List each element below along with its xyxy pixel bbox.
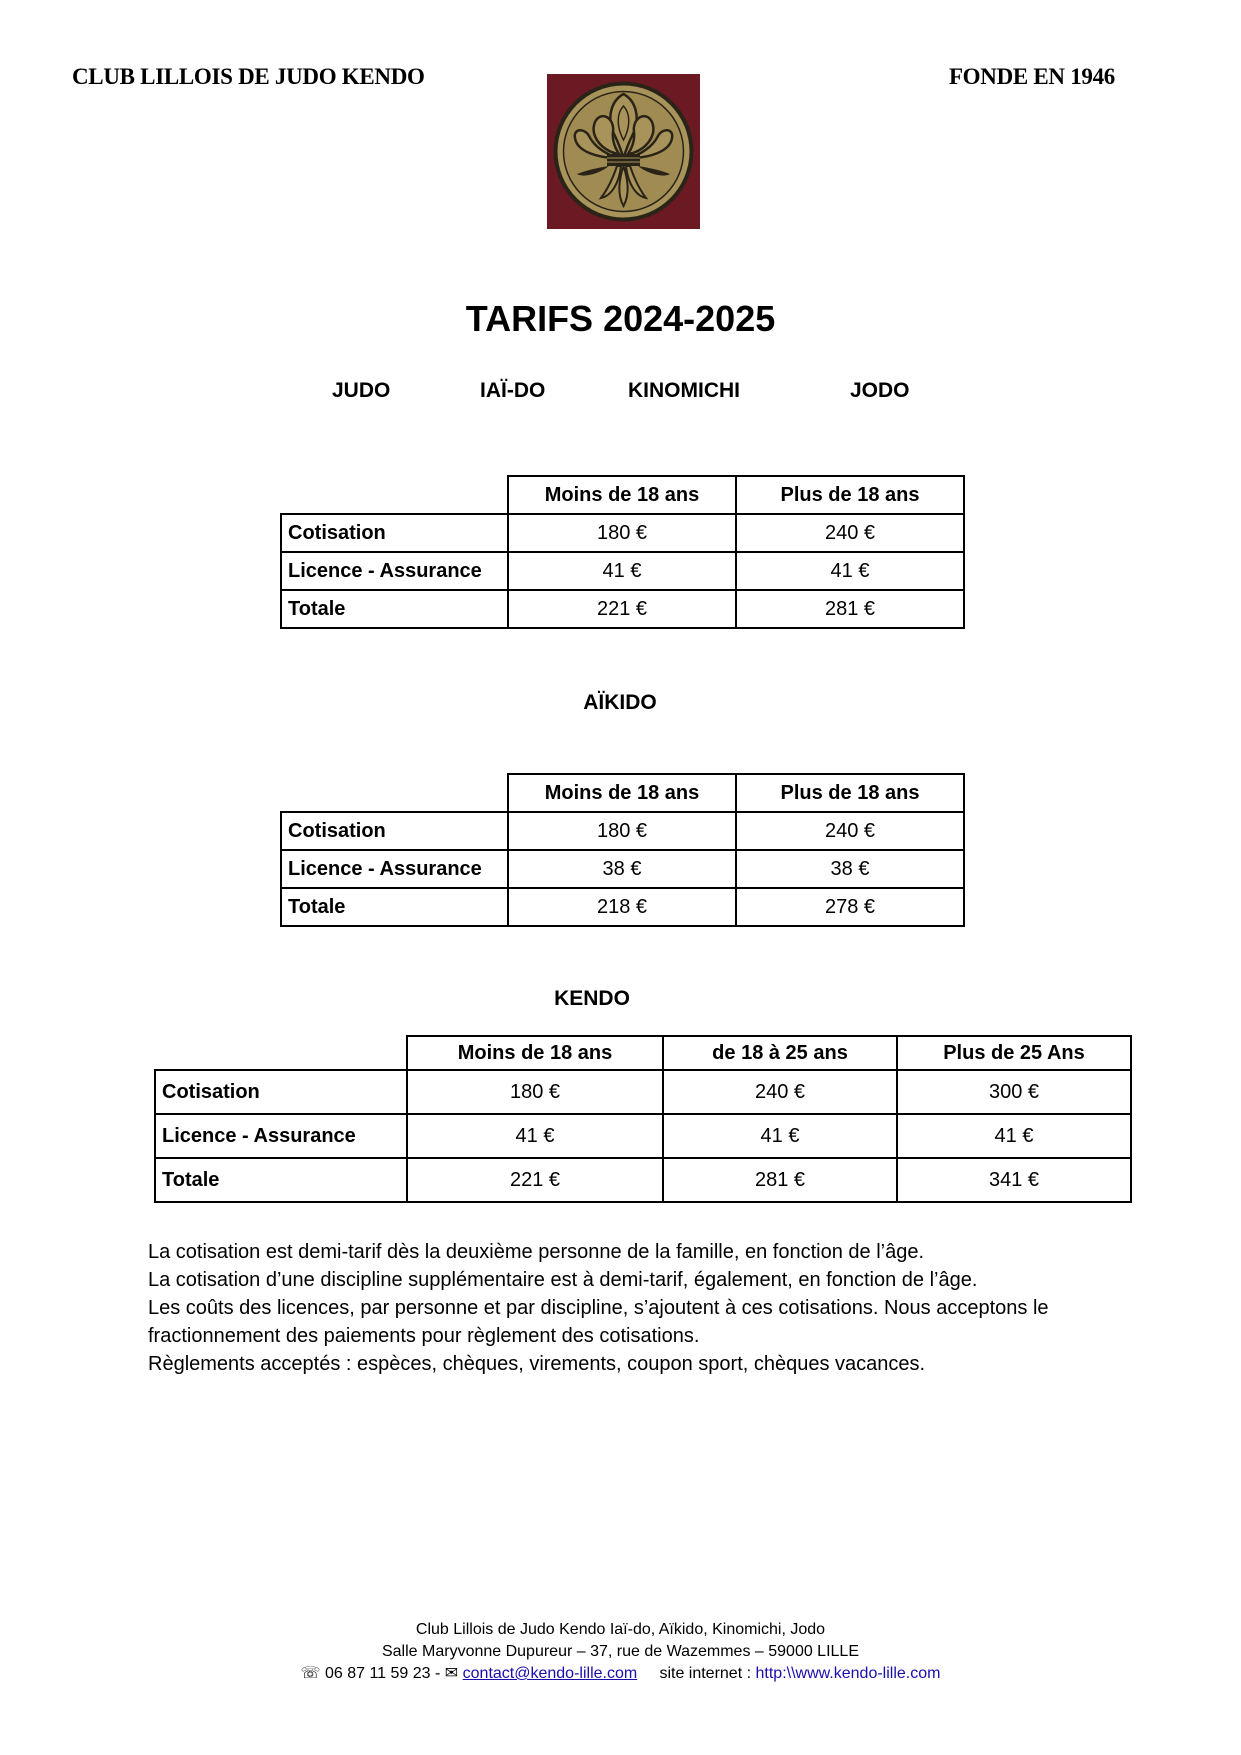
footer-phone: 06 87 11 59 23 (324, 1665, 431, 1682)
table-cell: 38 € (736, 850, 964, 888)
column-header: Plus de 18 ans (736, 476, 964, 514)
column-header: Moins de 18 ans (508, 476, 736, 514)
row-label: Cotisation (155, 1070, 407, 1114)
table-cell: 41 € (736, 552, 964, 590)
page-title: TARIFS 2024-2025 (465, 298, 776, 339)
table-corner (281, 774, 508, 812)
table-corner (281, 476, 508, 514)
phone-icon: ☏ (300, 1665, 321, 1682)
footer-contact-line (0, 1663, 1241, 1685)
table-cell: 41 € (407, 1114, 663, 1158)
founded-date: FONDE EN 1946 (948, 64, 1115, 89)
table-row (281, 812, 964, 850)
column-header: Moins de 18 ans (407, 1036, 663, 1070)
table-corner (155, 1036, 407, 1070)
table-cell: 281 € (736, 590, 964, 628)
club-name: CLUB LILLOIS DE JUDO KENDO (72, 64, 425, 89)
table-cell: 281 € (663, 1158, 897, 1202)
table-header-row (155, 1036, 1131, 1070)
table-row (281, 850, 964, 888)
table-cell: 180 € (508, 514, 736, 552)
note-paragraph: Les coûts des licences, par personne et par discipline, s’ajoutent à ces cotisations. Nous acceptons le fractionnement des paiements pour règlement des cotisations. (148, 1297, 1049, 1347)
row-label: Totale (281, 590, 508, 628)
row-label: Cotisation (281, 812, 508, 850)
discipline-kinomichi: KINOMICHI (628, 379, 740, 402)
note-paragraph: La cotisation d’une discipline supplémentaire est à demi-tarif, également, en fonction de l’âge. (148, 1269, 978, 1291)
website-link[interactable]: http:\\www.kendo-lille.com (755, 1665, 941, 1682)
footer-address: Salle Maryvonne Dupureur – 37, rue de Wazemmes – 59000 LILLE (381, 1643, 859, 1660)
mail-icon: ✉ (444, 1665, 459, 1682)
table-cell: 221 € (407, 1158, 663, 1202)
column-header: Moins de 18 ans (508, 774, 736, 812)
table-row (281, 552, 964, 590)
note-paragraph: La cotisation est demi-tarif dès la deuxième personne de la famille, en fonction de l’âge. (148, 1241, 925, 1263)
table-row (155, 1114, 1131, 1158)
table-cell: 41 € (663, 1114, 897, 1158)
column-header: Plus de 18 ans (736, 774, 964, 812)
section-title-kendo: KENDO (554, 987, 630, 1010)
discipline-iaido: IAÏ-DO (480, 379, 546, 402)
column-header: de 18 à 25 ans (663, 1036, 897, 1070)
table-row (281, 590, 964, 628)
tarif-table-kendo (154, 1035, 1132, 1203)
table-row (281, 514, 964, 552)
table-cell: 278 € (736, 888, 964, 926)
row-label: Licence - Assurance (155, 1114, 407, 1158)
table-cell: 218 € (508, 888, 736, 926)
tarif-table-aikido (280, 773, 965, 927)
table-cell: 221 € (508, 590, 736, 628)
table-cell: 240 € (736, 812, 964, 850)
table-cell: 180 € (508, 812, 736, 850)
row-label: Licence - Assurance (281, 850, 508, 888)
table-cell: 41 € (897, 1114, 1131, 1158)
table-header-row (281, 476, 964, 514)
discipline-judo: JUDO (332, 379, 391, 402)
page-footer (0, 1619, 1241, 1685)
table-cell: 41 € (508, 552, 736, 590)
table-row (281, 888, 964, 926)
table-cell: 341 € (897, 1158, 1131, 1202)
column-header: Plus de 25 Ans (897, 1036, 1131, 1070)
table-cell: 180 € (407, 1070, 663, 1114)
note-paragraph: Règlements acceptés : espèces, chèques, virements, coupon sport, chèques vacances. (148, 1353, 926, 1375)
table-row (155, 1070, 1131, 1114)
footer-separator: - (435, 1665, 441, 1682)
table-cell: 240 € (736, 514, 964, 552)
discipline-jodo: JODO (850, 379, 910, 402)
row-label: Licence - Assurance (281, 552, 508, 590)
table-row (155, 1158, 1131, 1202)
table-cell: 240 € (663, 1070, 897, 1114)
club-logo (547, 74, 700, 229)
tarif-notes (148, 1238, 1108, 1378)
table-cell: 300 € (897, 1070, 1131, 1114)
site-label: site internet : (659, 1665, 752, 1682)
table-cell: 38 € (508, 850, 736, 888)
footer-club-line: Club Lillois de Judo Kendo Iaï-do, Aïkido, Kinomichi, Jodo (415, 1621, 826, 1638)
email-link[interactable]: contact@kendo-lille.com (462, 1665, 638, 1682)
section-title-aikido: AÏKIDO (583, 691, 657, 714)
table-header-row (281, 774, 964, 812)
row-label: Totale (281, 888, 508, 926)
row-label: Cotisation (281, 514, 508, 552)
row-label: Totale (155, 1158, 407, 1202)
tarif-table-general (280, 475, 965, 629)
